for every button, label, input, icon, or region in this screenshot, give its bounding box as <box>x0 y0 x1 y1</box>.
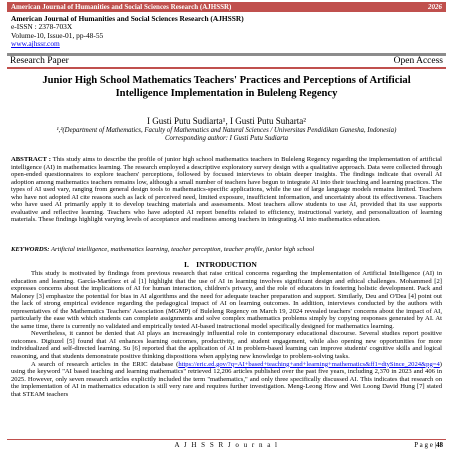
introduction-body <box>11 270 442 398</box>
keywords-text: Artificial intelligence, mathematics learning, teacher perception, teacher profile, junior high school <box>49 246 315 253</box>
intro-paragraph-1: This study is motivated by findings from previous research that raise critical concerns regarding the implementation of Artificial Intelligence (AI) in education and learning. García-Martínez et al [1] highlight that the use of AI in learning involves significant design and ethical challenges. Mohammed [2] expresses concerns about the implications of AI for human interaction, children's privacy, and the role of educators in fostering holistic development. Pack and Maloney [3] emphasize the potential for bias in AI algorithms and the need for adequate teacher preparation and support. Similarly, Deu and O'Dea [4] point out the lack of strong empirical evidence regarding the pedagogical impact of AI on learning outcomes. In addition, interviews conducted by the authors with representatives of the Mathematics Teachers' Association (MGMP) of Buleleng Regency on March 19, 2024 revealed teachers' concerns about the impact of AI, particularly the ease with which students can complete assignments and solve complex mathematics problems simply by copying responses generated by AI. At the same time, there is currently no validated and empirically tested AI-based instructional model specifically designed for mathematics learning. <box>11 270 442 330</box>
section-title: INTRODUCTION <box>196 260 257 269</box>
author-list: I Gusti Putu Sudiarta¹, I Gusti Putu Suharta² <box>147 116 306 126</box>
intro-paragraph-2: Nevertheless, it cannot be denied that AI plays an increasingly influential role in contemporary educational discourse. Several studies report positive outcomes. Digiuzel [5] found that AI enhances learning outcomes, productivity, and student engagement, while also opening new opportunities for more individualized and self-directed learning. Su [6] reported that the application of AI in problem-based learning can improve students' cognitive skills and logical reasoning, and that students demonstrate positive thinking dispositions when applying new knowledge to problem-solving tasks. <box>11 330 442 361</box>
corresponding-author: Corresponding author: I Gusti Putu Sudiarta <box>164 135 289 142</box>
header-accent-rule <box>7 67 446 69</box>
abstract-text: This study aims to describe the profile of junior high school mathematics teachers in Buleleng Regency regarding the implementation of artificial intelligence (AI) in mathematics learning. The research employed a descriptive exploratory survey design with a qualitative approach. Data were collected through open-ended questionnaires to explore teachers' perceptions, followed by focused interviews to obtain deeper insights. The findings indicate that overall AI adoption among mathematics teachers remains low, although a small number of teachers have begun to integrate AI into their teaching and learning practices. The types of AI used vary, ranging from general design tools to mathematics-specific applications, while the use of large language models remains limited. Teachers who have not adopted AI cite reasons such as lack of perceived need, limited exposure, insufficient information, and uncertainty about its effectiveness. Teachers who have used AI primarily apply it to develop teaching materials and assessments. Most teachers allow students to use AI, provided that its use supports evaluative and reflective learning. Teachers who have adopted AI report benefits related to efficiency, instructional variety, and personalization of learning materials. These findings highlight varying levels of acceptance and readiness among teachers in integrating AI into mathematics education. <box>11 156 443 224</box>
paper-type-label: Research Paper <box>10 56 69 66</box>
header-journal-name: American Journal of Humanities and Social Sciences Research (AJHSSR) <box>11 3 232 11</box>
paper-title: Junior High School Mathematics Teachers' Practices and Perceptions of Artificial Intelligence Implementation in Buleleng Regency <box>42 75 411 99</box>
meta-issn: e-ISSN : 2378-703X <box>11 22 73 32</box>
footer-page-label: P a g e | <box>414 441 436 449</box>
meta-volume: Volume-10, Issue-01, pp-48-55 <box>11 30 104 40</box>
affiliation-text: ¹,²(Department of Mathematics, Faculty of Mathematics and Natural Sciences / Universitas Pendidikan Ganesha, Indonesia) <box>56 127 397 134</box>
intro-p3-end: ) using the keyword "AI based teaching and learning mathematics" retrieved 12,206 articles published over the past five years, including 2,370 in 2023 and 406 in 2025. However, only seven research articles explicitly included the term "mathematics," and only three specifically discussed AI. This indicates that research on the implementation of AI in mathematics education is still very rare and requires further investigation. Meng-Leong How and Wei Loong David Hung [7] stated that STEAM teachers <box>11 360 442 398</box>
open-access-label: Open Access <box>393 56 443 66</box>
section-heading <box>11 261 442 269</box>
intro-paragraph-3 <box>11 361 442 399</box>
footer-page-number: 48 <box>436 441 443 449</box>
keywords-label: KEYWORDS: <box>11 246 50 253</box>
footer-journal: A J H S S R J o u r n a l <box>174 441 279 449</box>
author-affiliation <box>40 127 413 143</box>
meta-journal-name: American Journal of Humanities and Social Sciences Research (AJHSSR) <box>11 14 244 23</box>
page-footer <box>7 439 446 451</box>
intro-p3-start: A search of research articles in the ERIC database ( <box>31 360 179 368</box>
abstract <box>11 156 442 224</box>
header-year: 2026 <box>428 3 442 11</box>
keywords <box>11 246 442 254</box>
paper-type-bar <box>7 56 446 67</box>
journal-website-link[interactable]: www.ajhssr.com <box>11 39 60 49</box>
section-number: I. <box>184 260 189 269</box>
journal-header-bar <box>7 2 446 12</box>
abstract-label: ABSTRACT : <box>11 156 51 163</box>
eric-search-link[interactable]: https://eric.ed.gov/?q=AI+based+teaching+and+learning+mathematics&ff1=dtySince_2024&pg=4 <box>178 360 440 368</box>
journal-meta <box>11 15 244 49</box>
